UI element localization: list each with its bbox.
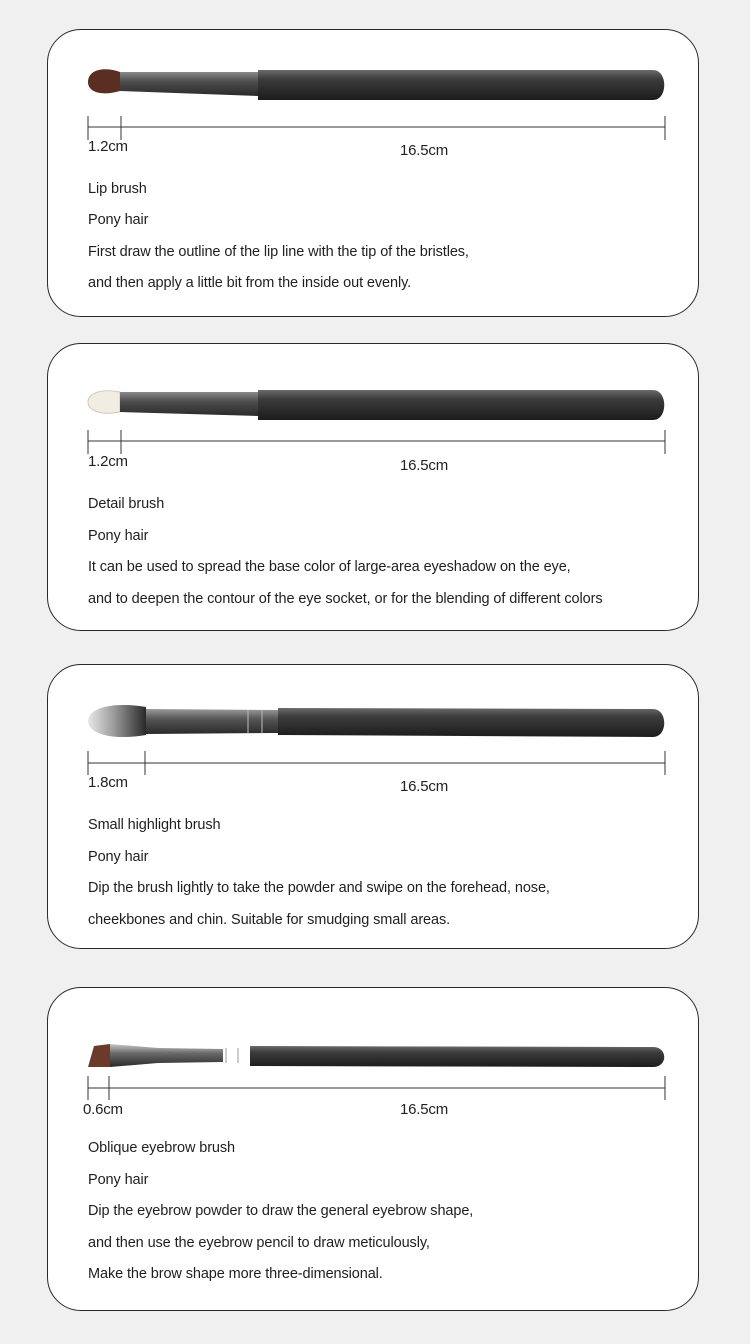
head-size-label: 1.8cm — [88, 774, 128, 791]
total-length-label: 16.5cm — [400, 142, 448, 159]
brush-name: Detail brush — [88, 496, 165, 512]
total-length-label: 16.5cm — [400, 778, 448, 795]
brush-name: Small highlight brush — [88, 817, 221, 833]
brush-description-line: Make the brow shape more three-dimensional. — [88, 1266, 383, 1282]
brush-description-line: and then apply a little bit from the inside out evenly. — [88, 275, 412, 291]
brush-card-lip — [47, 29, 699, 317]
brush-description-line: cheekbones and chin. Suitable for smudging small areas. — [88, 912, 451, 928]
brush-card-highlight — [47, 664, 699, 949]
brush-description-line: and then use the eyebrow pencil to draw meticulously, — [88, 1235, 430, 1251]
measurement-ruler — [48, 988, 700, 1108]
total-length-label: 16.5cm — [400, 457, 448, 474]
brush-card-eyebrow — [47, 987, 699, 1311]
brush-name: Lip brush — [88, 181, 147, 197]
brush-hair: Pony hair — [88, 528, 149, 544]
brush-hair: Pony hair — [88, 1172, 149, 1188]
brush-hair: Pony hair — [88, 849, 149, 865]
total-length-label: 16.5cm — [400, 1101, 448, 1118]
measurement-ruler — [48, 344, 700, 464]
brush-description-line: First draw the outline of the lip line with the tip of the bristles, — [88, 244, 469, 260]
brush-name: Oblique eyebrow brush — [88, 1140, 236, 1156]
head-size-label: 1.2cm — [88, 138, 128, 155]
brush-description-line: It can be used to spread the base color of large-area eyeshadow on the eye, — [88, 559, 571, 575]
head-size-label: 0.6cm — [83, 1101, 123, 1118]
brush-card-detail — [47, 343, 699, 631]
brush-description-line: and to deepen the contour of the eye socket, or for the blending of different colors — [88, 591, 603, 607]
head-size-label: 1.2cm — [88, 453, 128, 470]
brush-description-line: Dip the brush lightly to take the powder and swipe on the forehead, nose, — [88, 880, 550, 896]
measurement-ruler — [48, 665, 700, 785]
brush-description-line: Dip the eyebrow powder to draw the general eyebrow shape, — [88, 1203, 474, 1219]
measurement-ruler — [48, 30, 700, 150]
brush-hair: Pony hair — [88, 212, 149, 228]
